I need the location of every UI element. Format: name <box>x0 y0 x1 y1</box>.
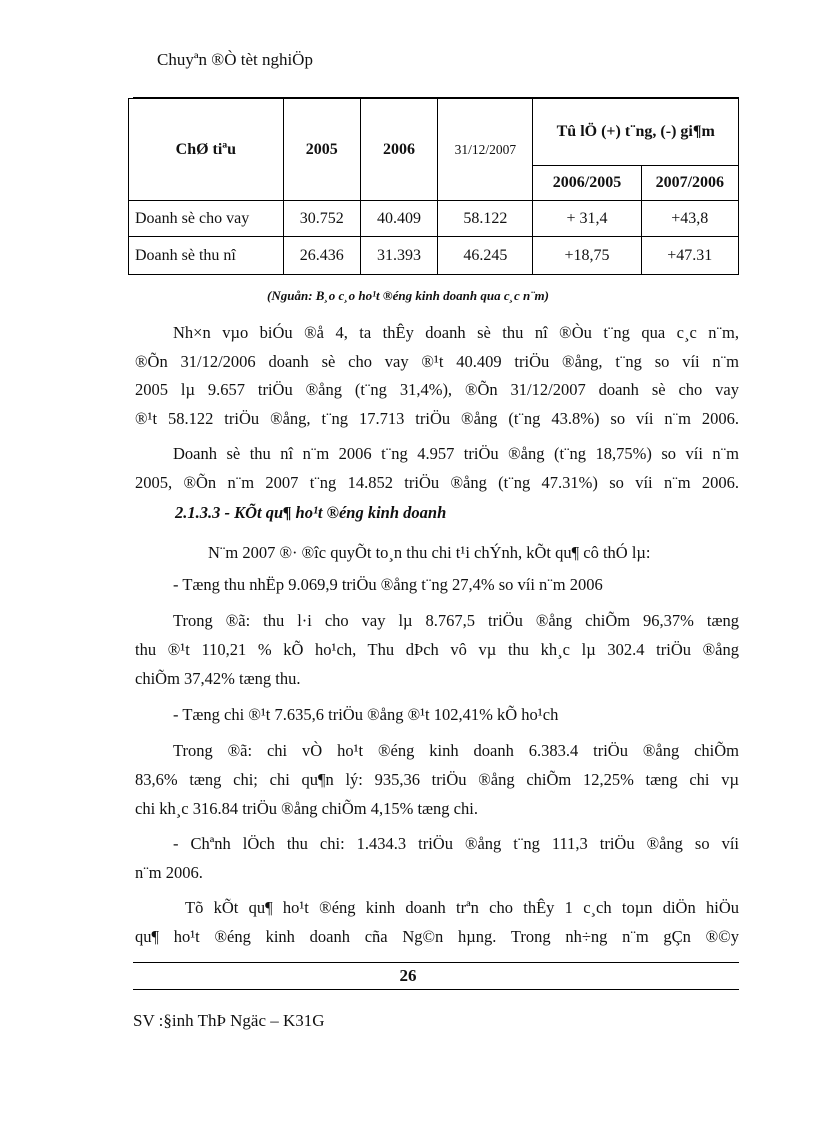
para-7-line-1: Trong ®ã: chi vÒ ho¹t ®éng kinh doanh 6.383.4 triÖu ®ång chiÕm <box>173 741 739 760</box>
cell-change-2006-2005: + 31,4 <box>533 201 641 237</box>
footer-rule-top <box>133 962 739 963</box>
footer-rule-bottom <box>133 989 739 990</box>
running-footer: SV :§inh ThÞ Ngäc – K31G <box>133 1011 325 1030</box>
col-2005-header: 2005 <box>283 99 360 201</box>
para-6: - Tæng chi ®¹t 7.635,6 triÖu ®ång ®¹t 102,41% kÕ ho¹ch <box>173 705 559 724</box>
para-1-line-3: 2005 lµ 9.657 triÖu ®ång (t¨ng 31,4%), ®Õn 31/12/2007 doanh sè cho vay <box>135 380 739 399</box>
para-5-line-2: thu ®¹t 110,21 % kÕ ho¹ch, Thu dÞch vô vµ thu kh¸c lµ 302.4 triÖu ®ång <box>135 640 739 659</box>
para-7-line-2: 83,6% tæng chi; chi qu¶n lý: 935,36 triÖu ®ång chiÕm 12,25% tæng chi vµ <box>135 770 739 789</box>
cell-2006: 40.409 <box>360 201 437 237</box>
sub-2007-2006-header: 2007/2006 <box>641 166 738 201</box>
cell-2007: 58.122 <box>438 201 533 237</box>
cell-2005: 30.752 <box>283 201 360 237</box>
row-label: Doanh sè thu nî <box>129 237 284 275</box>
running-header: Chuyªn ®Ò tèt nghiÖp <box>157 50 313 69</box>
table-row <box>129 237 739 275</box>
para-3: N¨m 2007 ®· ®îc quyÕt to¸n thu chi t¹i chÝnh, kÕt qu¶ cô thÓ lµ: <box>208 543 651 562</box>
para-1-line-2: ®Õn 31/12/2006 doanh sè cho vay ®¹t 40.409 triÖu ®ång, t¨ng so víi n¨m <box>135 352 739 371</box>
col-indicator-header: ChØ tiªu <box>129 99 284 201</box>
section-heading: 2.1.3.3 - KÕt qu¶ ho¹t ®éng kinh doanh <box>175 503 447 522</box>
para-5-line-1: Trong ®ã: thu l·i cho vay lµ 8.767,5 triÖu ®ång chiÕm 96,37% tæng <box>173 611 739 630</box>
cell-change-2007-2006: +47.31 <box>641 237 738 275</box>
cell-2005: 26.436 <box>283 237 360 275</box>
col-change-header: Tû lÖ (+) t¨ng, (-) gi¶m <box>533 99 739 166</box>
data-table <box>128 98 739 275</box>
para-9-line-2: qu¶ ho¹t ®éng kinh doanh cña Ng©n hµng. Trong nh÷ng n¨m gÇn ®©y <box>135 927 739 946</box>
cell-change-2006-2005: +18,75 <box>533 237 641 275</box>
col-2006-header: 2006 <box>360 99 437 201</box>
para-4: - Tæng thu nhËp 9.069,9 triÖu ®ång t¨ng 27,4% so víi n¨m 2006 <box>173 575 603 594</box>
cell-2007: 46.245 <box>438 237 533 275</box>
para-1-line-1: Nh×n vµo biÓu ®å 4, ta thÊy doanh sè thu nî ®Òu t¨ng qua c¸c n¨m, <box>173 323 739 342</box>
table-source-caption: (Nguån: B¸o c¸o ho¹t ®éng kinh doanh qua c¸c n¨m) <box>267 288 549 303</box>
sub-2006-2005-header: 2006/2005 <box>533 166 641 201</box>
para-8-line-2: n¨m 2006. <box>135 863 203 882</box>
col-2007-header: 31/12/2007 <box>438 99 533 201</box>
row-label: Doanh sè cho vay <box>129 201 284 237</box>
para-5-line-3: chiÕm 37,42% tæng thu. <box>135 669 301 688</box>
para-9-line-1: Tõ kÕt qu¶ ho¹t ®éng kinh doanh trªn cho thÊy 1 c¸ch toµn diÖn hiÖu <box>185 898 739 917</box>
cell-change-2007-2006: +43,8 <box>641 201 738 237</box>
cell-2006: 31.393 <box>360 237 437 275</box>
table-row <box>129 201 739 237</box>
para-8-line-1: - Chªnh lÖch thu chi: 1.434.3 triÖu ®ång t¨ng 111,3 triÖu ®ång so víi <box>173 834 739 853</box>
para-7-line-3: chi kh¸c 316.84 triÖu ®ång chiÕm 4,15% tæng chi. <box>135 799 478 818</box>
para-1-line-4: ®¹t 58.122 triÖu ®ång, t¨ng 17.713 triÖu ®ång (t¨ng 43.8%) so víi n¨m 2006. <box>135 409 739 428</box>
page-number: 26 <box>399 966 417 985</box>
para-2-line-2: 2005, ®Õn n¨m 2007 t¨ng 14.852 triÖu ®ång (t¨ng 47.31%) so víi n¨m 2006. <box>135 473 739 492</box>
para-2-line-1: Doanh sè thu nî n¨m 2006 t¨ng 4.957 triÖu ®ång (t¨ng 18,75%) so víi n¨m <box>173 444 739 463</box>
